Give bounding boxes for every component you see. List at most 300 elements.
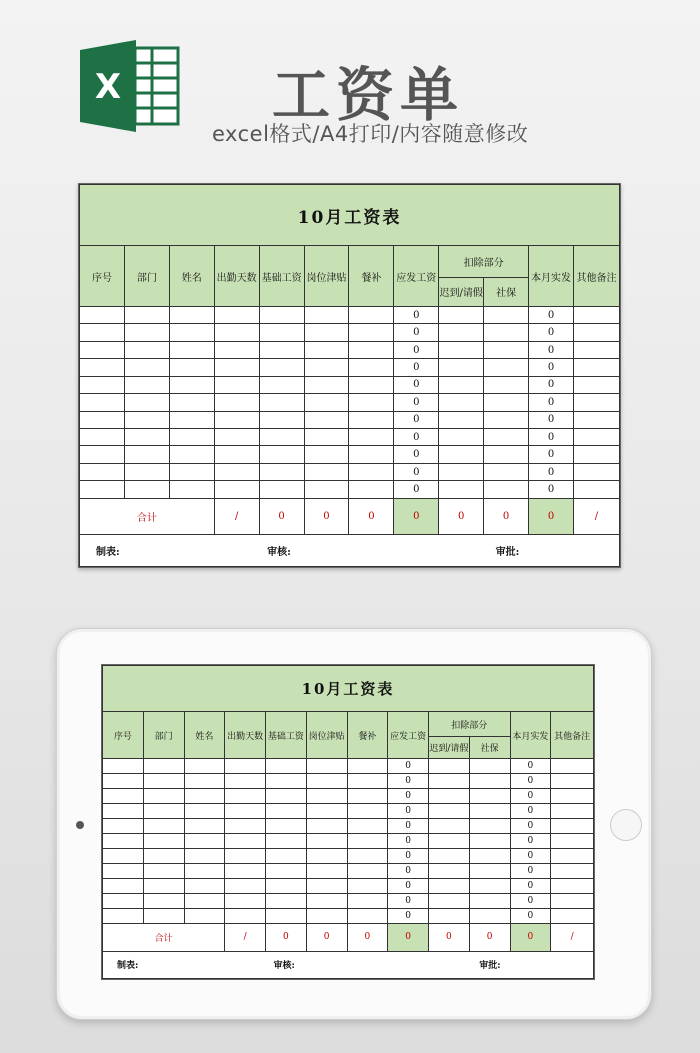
table-cell[interactable]: 0 <box>394 376 439 393</box>
table-cell[interactable] <box>169 446 214 463</box>
totals-cell: / <box>551 924 594 951</box>
table-cell[interactable]: 0 <box>529 411 574 428</box>
table-cell[interactable] <box>469 909 510 924</box>
table-row <box>103 834 594 849</box>
table-cell[interactable]: 0 <box>529 359 574 376</box>
table-cell[interactable] <box>347 773 388 788</box>
table-cell[interactable] <box>214 481 259 499</box>
table-cell[interactable] <box>143 804 184 819</box>
table-cell[interactable]: 0 <box>529 428 574 445</box>
table-cell[interactable] <box>304 446 349 463</box>
col-header-deduction: 扣除部分 <box>439 246 529 278</box>
table-cell[interactable]: 0 <box>394 324 439 341</box>
table-cell[interactable] <box>225 804 266 819</box>
table-cell[interactable] <box>169 324 214 341</box>
table-cell[interactable] <box>347 834 388 849</box>
table-cell[interactable]: 0 <box>529 341 574 358</box>
table-cell[interactable]: 0 <box>510 879 551 894</box>
table-cell[interactable] <box>573 463 619 480</box>
table-cell[interactable] <box>169 359 214 376</box>
table-cell[interactable] <box>259 463 304 480</box>
table-cell[interactable] <box>573 359 619 376</box>
table-cell[interactable] <box>484 463 529 480</box>
table-cell[interactable] <box>184 894 225 909</box>
table-cell[interactable] <box>214 359 259 376</box>
table-cell[interactable] <box>349 341 394 358</box>
table-cell[interactable] <box>80 307 125 324</box>
table-cell[interactable] <box>169 341 214 358</box>
table-cell[interactable] <box>347 758 388 773</box>
table-cell[interactable] <box>124 411 169 428</box>
table-cell[interactable] <box>225 819 266 834</box>
table-cell[interactable] <box>484 481 529 499</box>
table-cell[interactable]: 0 <box>388 894 429 909</box>
table-cell[interactable] <box>259 324 304 341</box>
table-cell[interactable] <box>124 341 169 358</box>
table-cell[interactable] <box>573 376 619 393</box>
table-cell[interactable] <box>429 909 470 924</box>
table-cell[interactable]: 0 <box>394 428 439 445</box>
table-cell[interactable]: 0 <box>529 307 574 324</box>
table-cell[interactable] <box>347 864 388 879</box>
table-cell[interactable] <box>429 849 470 864</box>
table-cell[interactable] <box>184 834 225 849</box>
table-cell[interactable] <box>429 804 470 819</box>
table-row <box>103 864 594 879</box>
table-cell[interactable] <box>266 834 307 849</box>
table-cell[interactable]: 0 <box>388 789 429 804</box>
table-cell[interactable] <box>169 463 214 480</box>
footer-approver: 审批: <box>469 951 593 978</box>
table-cell[interactable] <box>349 307 394 324</box>
table-cell[interactable] <box>347 909 388 924</box>
table-cell[interactable] <box>214 428 259 445</box>
table-cell[interactable] <box>259 376 304 393</box>
table-cell[interactable] <box>573 481 619 499</box>
table-cell[interactable] <box>349 428 394 445</box>
table-cell[interactable] <box>80 428 125 445</box>
table-cell[interactable] <box>429 879 470 894</box>
table-cell[interactable] <box>304 341 349 358</box>
table-cell[interactable] <box>551 864 594 879</box>
table-cell[interactable] <box>573 341 619 358</box>
table-cell[interactable] <box>259 359 304 376</box>
table-cell[interactable] <box>349 376 394 393</box>
table-cell[interactable] <box>184 819 225 834</box>
table-cell[interactable] <box>143 864 184 879</box>
table-cell[interactable] <box>103 864 144 879</box>
table-row <box>103 909 594 924</box>
table-cell[interactable] <box>469 819 510 834</box>
table-cell[interactable] <box>266 789 307 804</box>
table-cell[interactable]: 0 <box>388 864 429 879</box>
table-cell[interactable]: 0 <box>388 773 429 788</box>
table-cell[interactable] <box>214 341 259 358</box>
table-cell[interactable] <box>124 428 169 445</box>
table-cell[interactable] <box>439 463 484 480</box>
table-cell[interactable] <box>484 428 529 445</box>
table-cell[interactable] <box>551 909 594 924</box>
table-cell[interactable] <box>266 804 307 819</box>
table-cell[interactable] <box>551 819 594 834</box>
table-row <box>80 394 620 411</box>
table-cell[interactable] <box>551 879 594 894</box>
table-cell[interactable] <box>80 376 125 393</box>
table-cell[interactable]: 0 <box>388 804 429 819</box>
table-cell[interactable] <box>347 849 388 864</box>
table-cell[interactable] <box>184 758 225 773</box>
table-row <box>80 481 620 499</box>
table-cell[interactable] <box>103 758 144 773</box>
table-cell[interactable] <box>103 819 144 834</box>
table-cell[interactable]: 0 <box>510 909 551 924</box>
table-cell[interactable] <box>429 894 470 909</box>
table-cell[interactable] <box>551 834 594 849</box>
table-cell[interactable] <box>484 324 529 341</box>
table-cell[interactable]: 0 <box>394 481 439 499</box>
table-cell[interactable] <box>306 894 347 909</box>
salary-sheet-tablet <box>101 664 595 980</box>
table-cell[interactable]: 0 <box>529 376 574 393</box>
table-cell[interactable] <box>259 428 304 445</box>
table-cell[interactable] <box>306 834 347 849</box>
excel-logo-icon <box>80 40 182 132</box>
table-cell[interactable] <box>573 394 619 411</box>
table-cell[interactable] <box>573 428 619 445</box>
totals-cell: 0 <box>306 924 347 951</box>
table-cell[interactable] <box>214 394 259 411</box>
col-header: 本月实发 <box>510 712 551 758</box>
table-cell[interactable] <box>304 359 349 376</box>
table-cell[interactable] <box>469 789 510 804</box>
table-cell[interactable] <box>259 307 304 324</box>
table-cell[interactable] <box>439 376 484 393</box>
table-cell[interactable] <box>225 834 266 849</box>
table-cell[interactable] <box>439 446 484 463</box>
table-cell[interactable] <box>214 376 259 393</box>
table-cell[interactable] <box>429 834 470 849</box>
table-cell[interactable] <box>469 773 510 788</box>
table-cell[interactable] <box>214 411 259 428</box>
table-cell[interactable] <box>184 789 225 804</box>
table-cell[interactable] <box>266 849 307 864</box>
table-cell[interactable] <box>306 789 347 804</box>
table-cell[interactable] <box>347 894 388 909</box>
table-cell[interactable] <box>225 849 266 864</box>
table-cell[interactable] <box>143 834 184 849</box>
table-cell[interactable] <box>429 864 470 879</box>
table-cell[interactable] <box>225 864 266 879</box>
table-cell[interactable] <box>439 324 484 341</box>
table-cell[interactable] <box>169 481 214 499</box>
table-cell[interactable] <box>349 463 394 480</box>
table-cell[interactable] <box>103 849 144 864</box>
table-cell[interactable] <box>124 394 169 411</box>
table-cell[interactable] <box>573 307 619 324</box>
table-cell[interactable]: 0 <box>529 324 574 341</box>
table-cell[interactable] <box>143 819 184 834</box>
table-cell[interactable] <box>306 758 347 773</box>
table-cell[interactable] <box>551 849 594 864</box>
table-cell[interactable]: 0 <box>529 446 574 463</box>
table-cell[interactable] <box>266 864 307 879</box>
table-cell[interactable]: 0 <box>388 909 429 924</box>
table-cell[interactable] <box>80 324 125 341</box>
table-cell[interactable] <box>347 789 388 804</box>
col-header: 姓名 <box>184 712 225 758</box>
table-cell[interactable] <box>306 849 347 864</box>
col-header: 出勤天数 <box>225 712 266 758</box>
table-cell[interactable] <box>439 394 484 411</box>
table-cell[interactable]: 0 <box>394 307 439 324</box>
table-cell[interactable] <box>349 411 394 428</box>
table-cell[interactable] <box>484 307 529 324</box>
table-cell[interactable] <box>304 428 349 445</box>
table-cell[interactable] <box>551 804 594 819</box>
table-cell[interactable] <box>184 864 225 879</box>
table-cell[interactable] <box>439 307 484 324</box>
table-cell[interactable] <box>347 819 388 834</box>
table-cell[interactable] <box>349 394 394 411</box>
table-cell[interactable] <box>439 341 484 358</box>
table-cell[interactable]: 0 <box>388 834 429 849</box>
table-cell[interactable]: 0 <box>510 758 551 773</box>
table-cell[interactable] <box>225 894 266 909</box>
table-cell[interactable]: 0 <box>394 359 439 376</box>
table-cell[interactable] <box>304 307 349 324</box>
table-cell[interactable] <box>439 411 484 428</box>
table-cell[interactable] <box>551 789 594 804</box>
table-row <box>80 463 620 480</box>
table-cell[interactable] <box>429 789 470 804</box>
table-cell[interactable] <box>304 324 349 341</box>
table-cell[interactable] <box>214 446 259 463</box>
table-cell[interactable] <box>259 446 304 463</box>
table-cell[interactable] <box>225 758 266 773</box>
table-cell[interactable] <box>306 773 347 788</box>
footer-reviewer: 审核: <box>266 951 470 978</box>
table-cell[interactable] <box>124 307 169 324</box>
table-cell[interactable] <box>349 481 394 499</box>
table-cell[interactable] <box>266 773 307 788</box>
table-cell[interactable]: 0 <box>529 394 574 411</box>
table-cell[interactable] <box>80 446 125 463</box>
table-row <box>80 428 620 445</box>
table-cell[interactable] <box>169 394 214 411</box>
table-cell[interactable] <box>439 359 484 376</box>
table-cell[interactable] <box>143 773 184 788</box>
table-cell[interactable] <box>124 446 169 463</box>
table-cell[interactable] <box>103 789 144 804</box>
table-cell[interactable] <box>484 376 529 393</box>
table-cell[interactable] <box>259 341 304 358</box>
table-row <box>103 894 594 909</box>
table-cell[interactable] <box>103 909 144 924</box>
table-cell[interactable] <box>484 359 529 376</box>
table-cell[interactable] <box>484 411 529 428</box>
table-cell[interactable] <box>439 428 484 445</box>
footer-maker: 制表: <box>103 951 266 978</box>
table-cell[interactable] <box>124 324 169 341</box>
table-cell[interactable] <box>184 849 225 864</box>
table-cell[interactable] <box>304 394 349 411</box>
table-cell[interactable]: 0 <box>388 819 429 834</box>
table-cell[interactable] <box>304 481 349 499</box>
table-cell[interactable] <box>214 463 259 480</box>
table-cell[interactable] <box>469 758 510 773</box>
table-cell[interactable]: 0 <box>510 849 551 864</box>
table-cell[interactable] <box>573 446 619 463</box>
table-row <box>80 411 620 428</box>
table-cell[interactable] <box>143 789 184 804</box>
table-cell[interactable] <box>306 864 347 879</box>
table-cell[interactable] <box>225 909 266 924</box>
table-cell[interactable] <box>439 481 484 499</box>
table-cell[interactable]: 0 <box>388 758 429 773</box>
col-header: 序号 <box>103 712 144 758</box>
table-cell[interactable]: 0 <box>394 394 439 411</box>
table-cell[interactable]: 0 <box>394 446 439 463</box>
table-cell[interactable]: 0 <box>529 463 574 480</box>
col-header: 应发工资 <box>394 246 439 307</box>
page-title: 工资单 <box>272 61 465 129</box>
table-cell[interactable] <box>349 324 394 341</box>
table-cell[interactable] <box>225 789 266 804</box>
table-cell[interactable] <box>469 834 510 849</box>
table-cell[interactable]: 0 <box>394 341 439 358</box>
table-cell[interactable] <box>184 804 225 819</box>
table-cell[interactable] <box>266 758 307 773</box>
col-header: 基础工资 <box>259 246 304 307</box>
table-cell[interactable] <box>266 909 307 924</box>
table-cell[interactable]: 0 <box>510 819 551 834</box>
table-cell[interactable] <box>259 481 304 499</box>
table-cell[interactable] <box>429 819 470 834</box>
table-cell[interactable] <box>347 879 388 894</box>
table-cell[interactable] <box>469 894 510 909</box>
table-cell[interactable] <box>184 773 225 788</box>
totals-cell: 0 <box>266 924 307 951</box>
col-header: 本月实发 <box>529 246 574 307</box>
table-cell[interactable] <box>304 411 349 428</box>
table-cell[interactable] <box>429 758 470 773</box>
table-cell[interactable]: 0 <box>529 481 574 499</box>
table-cell[interactable] <box>573 324 619 341</box>
table-cell[interactable] <box>103 894 144 909</box>
table-cell[interactable] <box>349 446 394 463</box>
table-cell[interactable] <box>304 376 349 393</box>
table-cell[interactable] <box>469 849 510 864</box>
table-cell[interactable] <box>484 446 529 463</box>
table-cell[interactable] <box>103 834 144 849</box>
table-cell[interactable] <box>103 804 144 819</box>
table-body <box>103 758 594 923</box>
table-cell[interactable] <box>259 411 304 428</box>
table-cell[interactable]: 0 <box>394 411 439 428</box>
table-cell[interactable] <box>551 758 594 773</box>
col-header: 应发工资 <box>388 712 429 758</box>
table-cell[interactable] <box>80 359 125 376</box>
table-cell[interactable] <box>469 804 510 819</box>
table-cell[interactable] <box>103 773 144 788</box>
col-header: 序号 <box>80 246 125 307</box>
table-cell[interactable] <box>266 879 307 894</box>
table-cell[interactable] <box>143 849 184 864</box>
table-row <box>80 359 620 376</box>
table-cell[interactable]: 0 <box>510 864 551 879</box>
table-row <box>103 804 594 819</box>
table-cell[interactable]: 0 <box>510 804 551 819</box>
table-cell[interactable] <box>306 819 347 834</box>
table-cell[interactable] <box>80 481 125 499</box>
table-cell[interactable] <box>124 359 169 376</box>
table-cell[interactable]: 0 <box>510 789 551 804</box>
table-cell[interactable] <box>225 879 266 894</box>
table-cell[interactable]: 0 <box>388 879 429 894</box>
table-cell[interactable] <box>169 307 214 324</box>
table-cell[interactable]: 0 <box>388 849 429 864</box>
table-cell[interactable] <box>124 376 169 393</box>
table-cell[interactable] <box>80 463 125 480</box>
footer-row <box>80 535 620 567</box>
table-cell[interactable] <box>573 411 619 428</box>
table-cell[interactable] <box>551 773 594 788</box>
table-cell[interactable] <box>349 359 394 376</box>
table-cell[interactable] <box>469 864 510 879</box>
table-cell[interactable] <box>469 879 510 894</box>
table-cell[interactable] <box>124 463 169 480</box>
totals-cell: 0 <box>439 498 484 534</box>
table-cell[interactable] <box>124 481 169 499</box>
table-cell[interactable]: 0 <box>394 463 439 480</box>
table-cell[interactable] <box>80 411 125 428</box>
totals-cell: 0 <box>484 498 529 534</box>
table-cell[interactable] <box>184 909 225 924</box>
table-cell[interactable] <box>266 819 307 834</box>
table-cell[interactable] <box>259 394 304 411</box>
table-cell[interactable] <box>484 394 529 411</box>
table-cell[interactable] <box>304 463 349 480</box>
col-header: 餐补 <box>349 246 394 307</box>
table-cell[interactable] <box>184 879 225 894</box>
table-cell[interactable] <box>169 376 214 393</box>
table-cell[interactable] <box>266 894 307 909</box>
table-cell[interactable] <box>143 909 184 924</box>
table-cell[interactable] <box>143 758 184 773</box>
table-cell[interactable]: 0 <box>510 834 551 849</box>
col-header: 餐补 <box>347 712 388 758</box>
table-cell[interactable] <box>80 394 125 411</box>
table-cell[interactable] <box>214 324 259 341</box>
table-cell[interactable] <box>551 894 594 909</box>
table-cell[interactable] <box>169 411 214 428</box>
table-cell[interactable] <box>225 773 266 788</box>
table-cell[interactable] <box>484 341 529 358</box>
table-cell[interactable] <box>306 879 347 894</box>
table-cell[interactable] <box>347 804 388 819</box>
table-cell[interactable] <box>143 879 184 894</box>
table-cell[interactable] <box>143 894 184 909</box>
table-cell[interactable] <box>214 307 259 324</box>
table-cell[interactable] <box>306 804 347 819</box>
table-cell[interactable] <box>306 909 347 924</box>
table-cell[interactable]: 0 <box>510 894 551 909</box>
table-cell[interactable] <box>80 341 125 358</box>
table-cell[interactable] <box>169 428 214 445</box>
table-cell[interactable] <box>429 773 470 788</box>
table-cell[interactable] <box>103 879 144 894</box>
table-cell[interactable]: 0 <box>510 773 551 788</box>
